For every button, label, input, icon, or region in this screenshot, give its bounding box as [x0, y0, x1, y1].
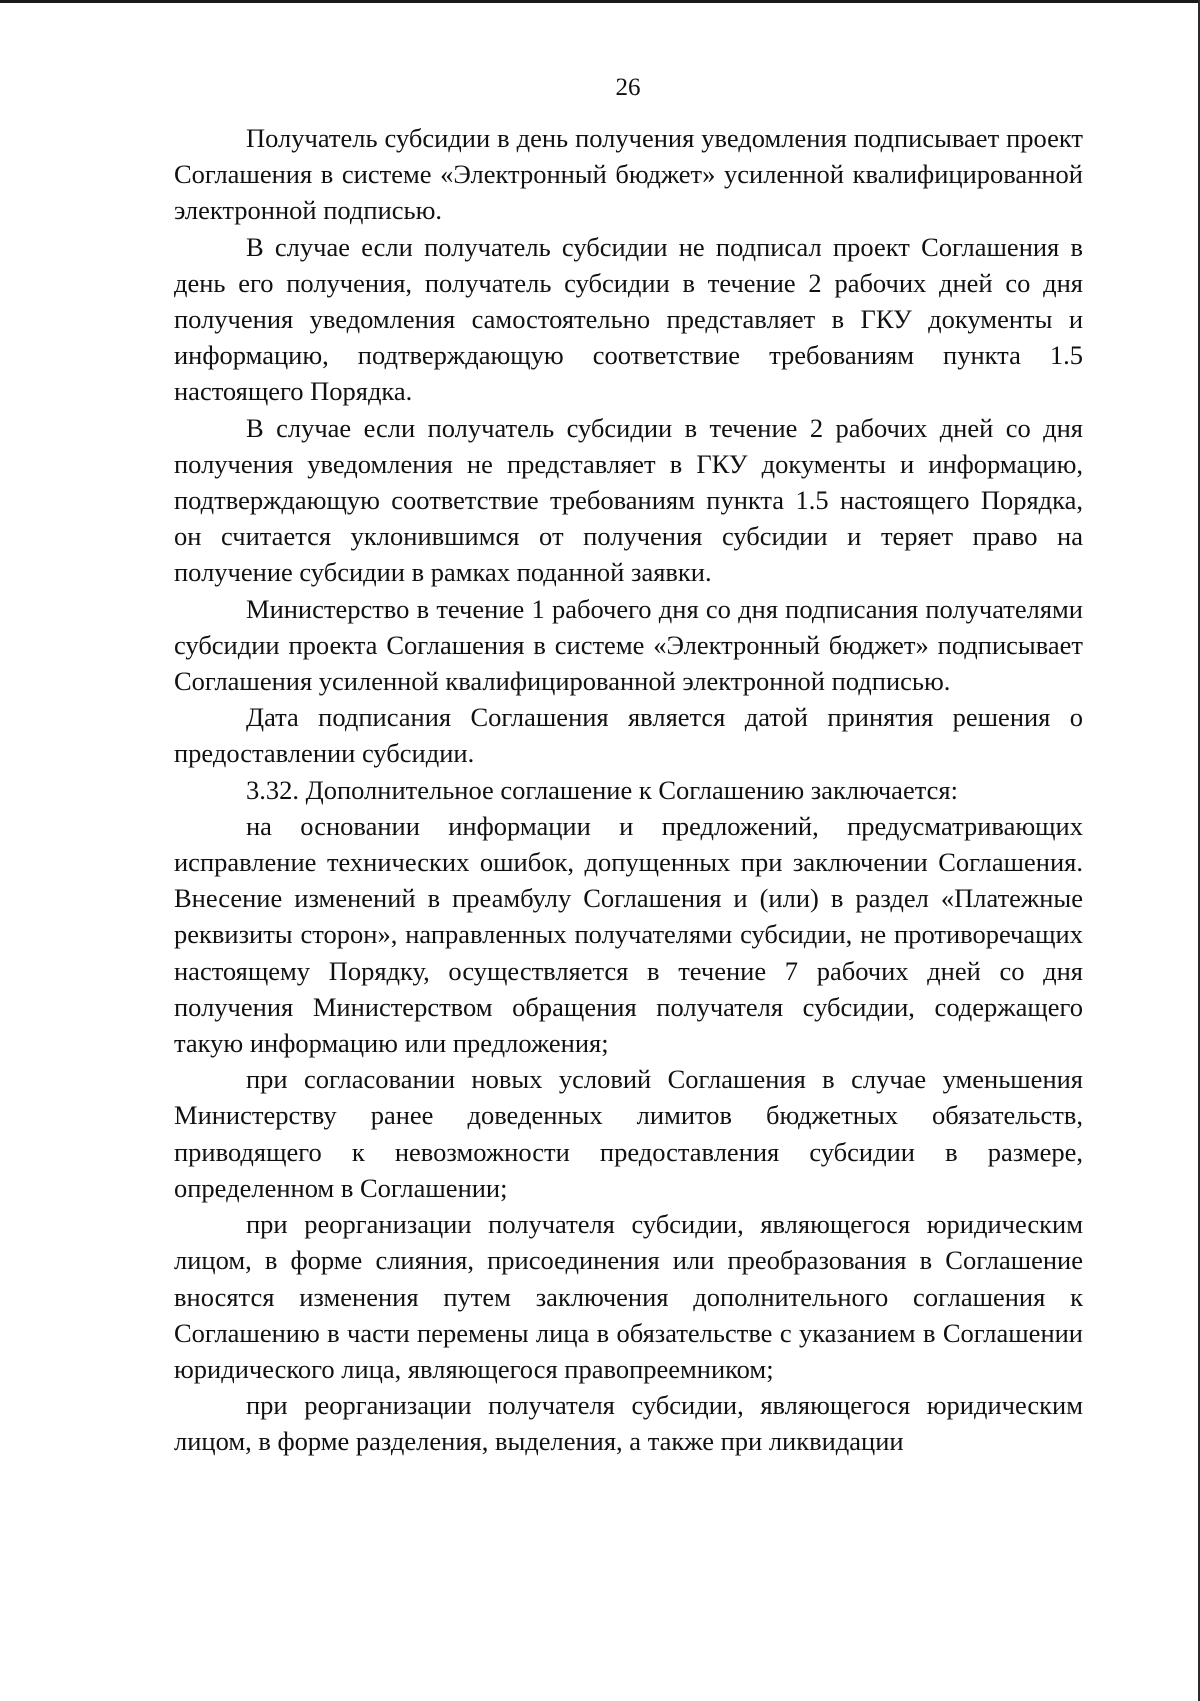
- paragraph-signing-by-recipient: Получатель субсидии в день получения уведомления подписывает проект Соглашения в системе «Электронный бюджет» усиленной квалифицированной электронной подписью.: [174, 123, 1083, 226]
- paragraph-technical-errors: на основании информации и предложений, предусматривающих исправление технических ошибок, допущенных при заключении Соглашения. Внесение изменений в преамбулу Соглашения и (или) в раздел «Платежные реквизиты сторон», направленных получателями субсидии, не противоречащих настоящему Порядку, осуществляется в течение 7 рабочих дней со дня получения Министерством обращения получателя субсидии, содержащего такую информацию или предложения;: [174, 810, 1083, 1059]
- document-body: [174, 120, 1083, 1460]
- paragraph-new-conditions: при согласовании новых условий Соглашения в случае уменьшения Министерству ранее доведенных лимитов бюджетных обязательств, приводящего к невозможности предоставления субсидии в размере, определенном в Соглашении;: [174, 1064, 1083, 1203]
- paragraph-section-3-32: 3.32. Дополнительное соглашение к Соглашению заключается:: [246, 774, 958, 805]
- paragraph-unsigned-project: В случае если получатель субсидии не подписал проект Соглашения в день его получения, получатель субсидии в течение 2 рабочих дней со дня получения уведомления самостоятельно представляет в ГКУ документы и информацию, подтверждающую соответствие требованиям пункта 1.5 настоящего Порядка.: [174, 231, 1083, 407]
- paragraph-evasion: В случае если получатель субсидии в течение 2 рабочих дней со дня получения уведомления не представляет в ГКУ документы и информацию, подтверждающую соответствие требованиям пункта 1.5 настоящего Порядка, он считается уклонившимся от получения субсидии и теряет право на получение субсидии в рамках поданной заявки.: [174, 412, 1083, 588]
- page-number: 26: [615, 74, 641, 101]
- paragraph-decision-date: Дата подписания Соглашения является датой принятия решения о предоставлении субсидии.: [174, 702, 1083, 769]
- paragraph-ministry-signing: Министерство в течение 1 рабочего дня со дня подписания получателями субсидии проекта Соглашения в системе «Электронный бюджет» подписывает Соглашения усиленной квалифицированной электронной подписью.: [174, 593, 1083, 697]
- scan-edge-top: [0, 0, 1200, 3]
- paragraph-reorganization-merger: при реорганизации получателя субсидии, являющегося юридическим лицом, в форме слияния, присоединения или преобразования в Соглашение вносятся изменения путем заключения дополнительного соглашения к Соглашению в части перемены лица в обязательстве с указанием в Соглашении юридического лица, являющегося правопреемником;: [174, 1209, 1083, 1384]
- paragraph-reorganization-division: при реорганизации получателя субсидии, являющегося юридическим лицом, в форме разделения, выделения, а также при ликвидации: [174, 1390, 1083, 1457]
